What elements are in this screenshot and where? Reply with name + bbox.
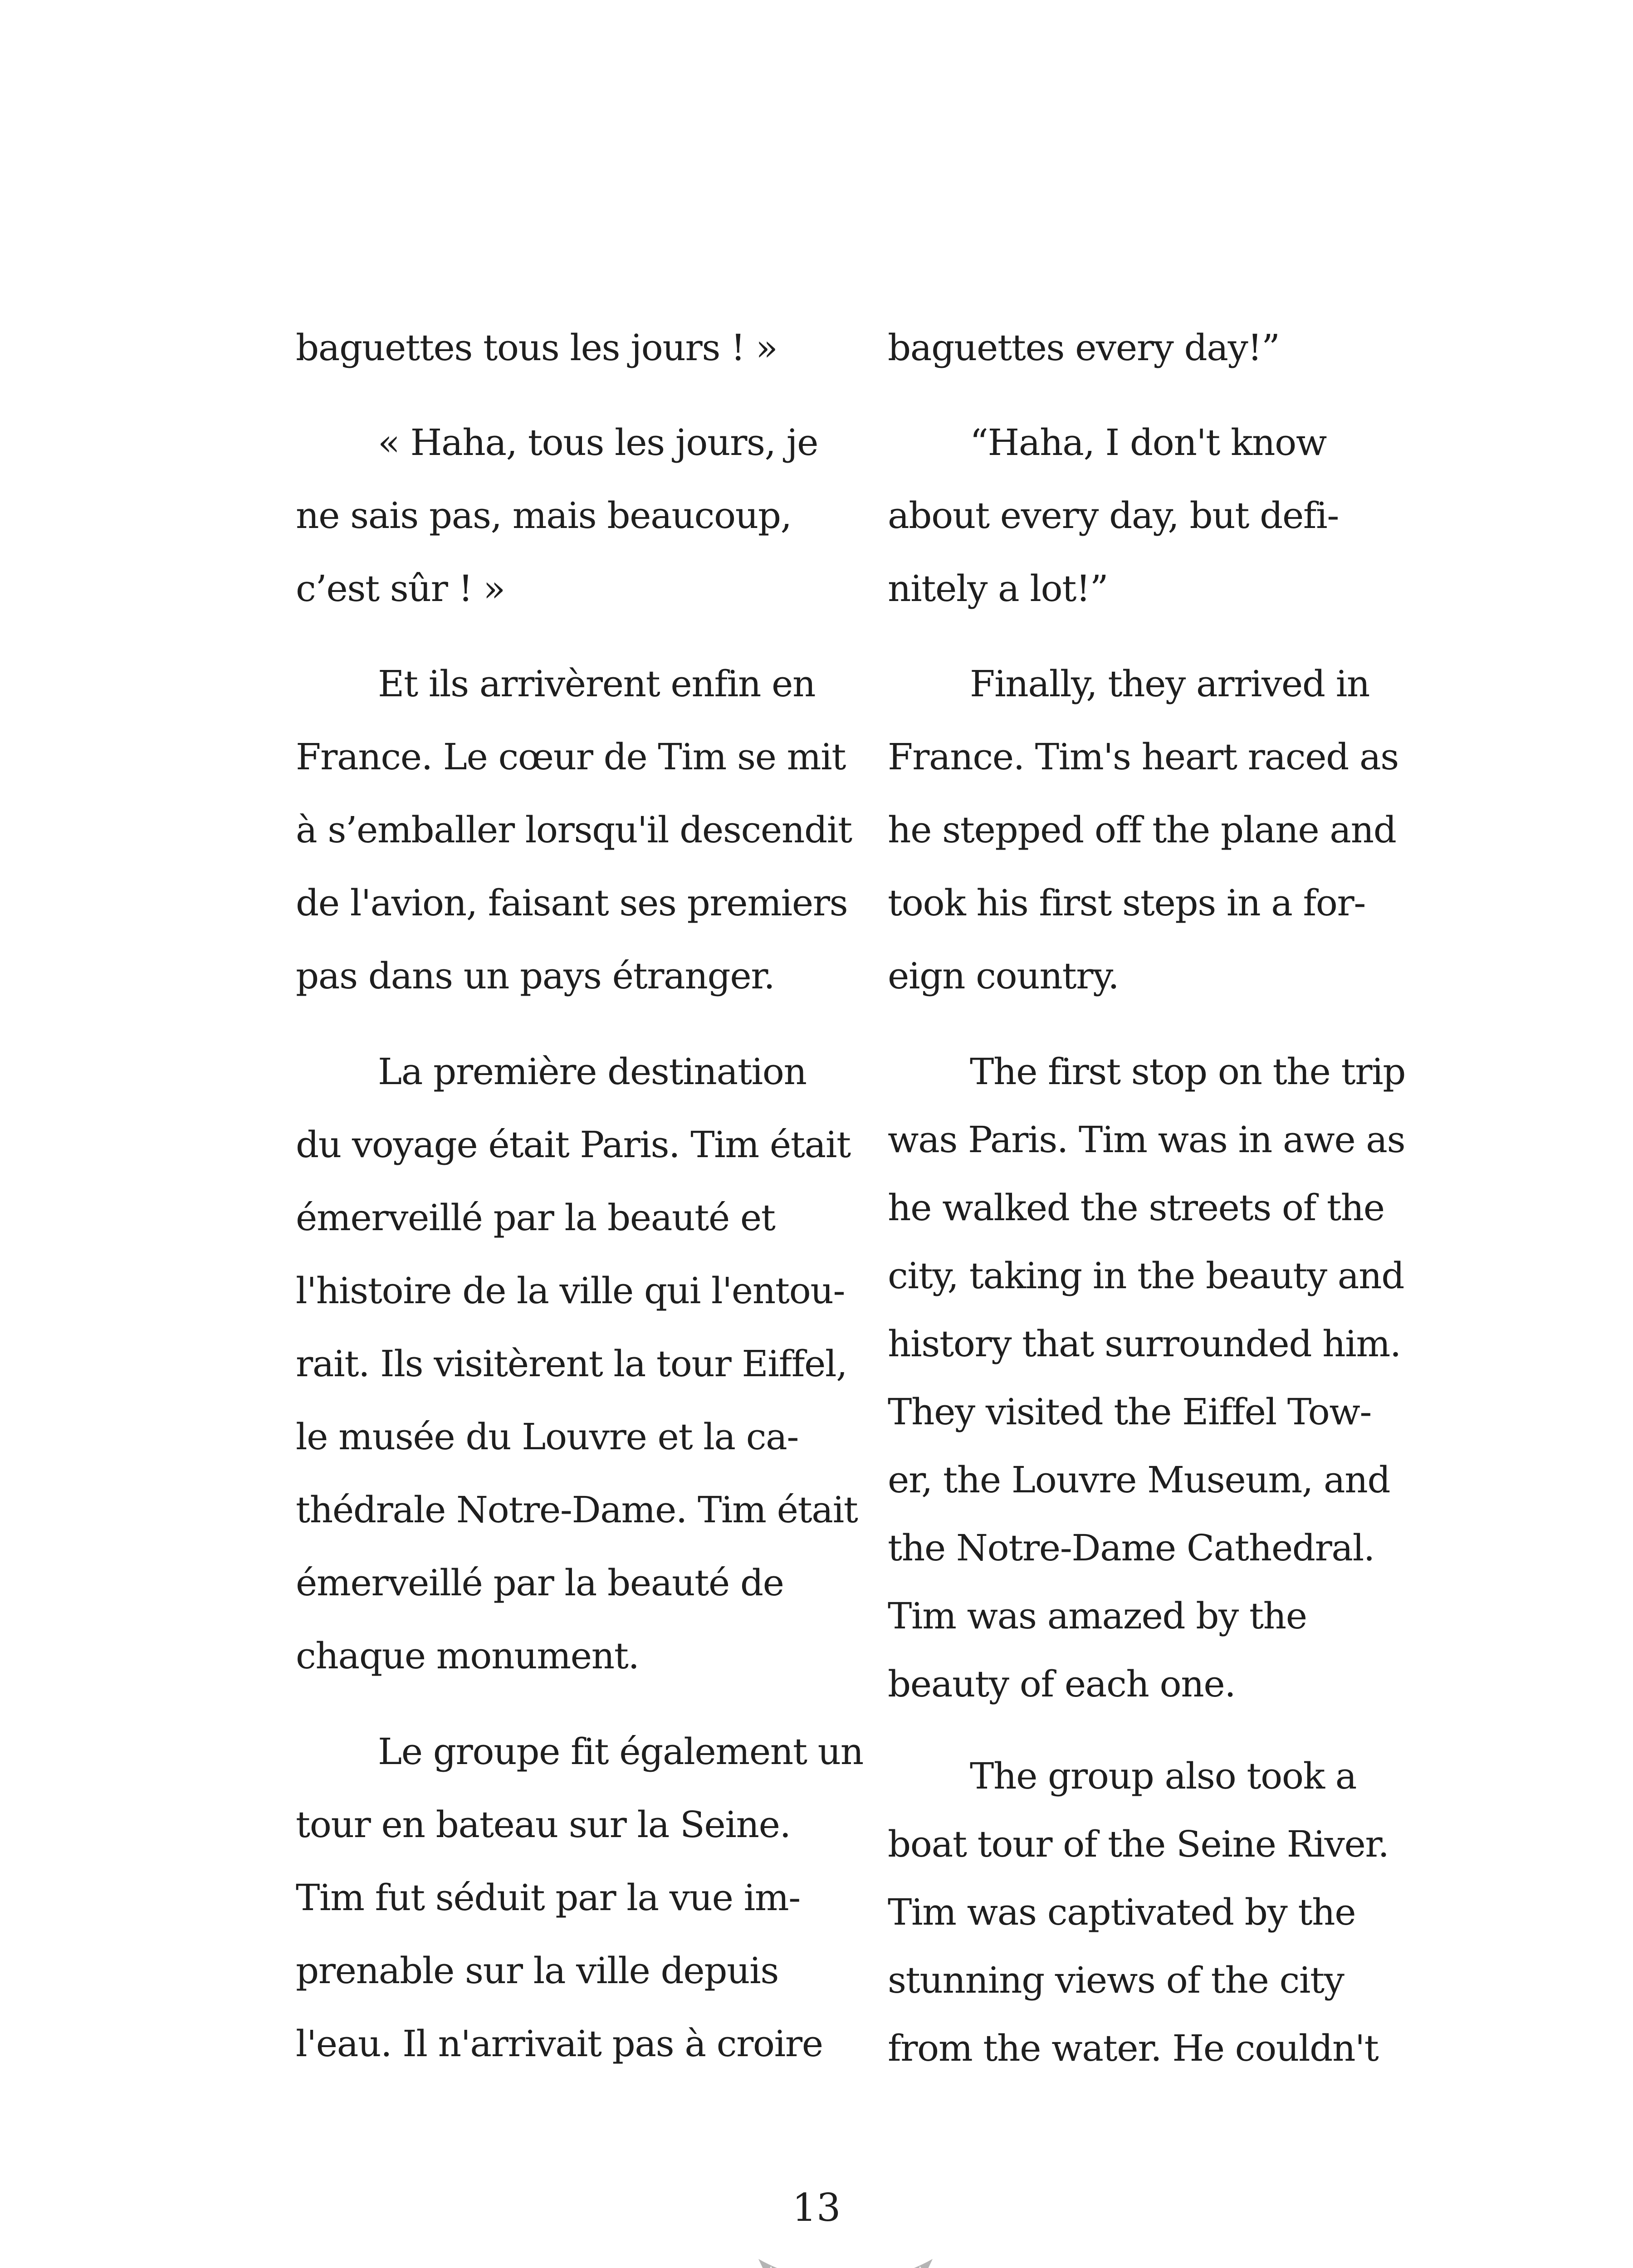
text-line: Finally, they arrived in <box>970 663 1370 705</box>
text-line: de l'avion, faisant ses premiers <box>296 882 848 924</box>
text-line: was Paris. Tim was in awe as <box>888 1119 1405 1161</box>
text-line: baguettes tous les jours ! » <box>296 327 777 369</box>
text-line: l'histoire de la ville qui l'entou- <box>296 1270 845 1312</box>
text-line: They visited the Eiffel Tow- <box>888 1391 1372 1433</box>
text-line: Tim fut séduit par la vue im- <box>296 1877 800 1919</box>
text-line: émerveillé par la beauté et <box>296 1197 775 1239</box>
text-line: The group also took a <box>970 1755 1357 1797</box>
text-line: pas dans un pays étranger. <box>296 955 775 997</box>
text-line: from the water. He couldn't <box>888 2027 1379 2069</box>
text-line: city, taking in the beauty and <box>888 1255 1404 1297</box>
text-line: l'eau. Il n'arrivait pas à croire <box>296 2023 823 2065</box>
text-line: eign country. <box>888 955 1119 997</box>
text-line: Le groupe fit également un <box>378 1730 863 1773</box>
text-line: took his first steps in a for- <box>888 882 1366 924</box>
text-line: The first stop on the trip <box>970 1051 1406 1093</box>
text-line: le musée du Louvre et la ca- <box>296 1416 799 1458</box>
text-line: France. Le cœur de Tim se mit <box>296 736 846 778</box>
text-line: à s’emballer lorsqu'il descendit <box>296 809 852 851</box>
text-line: about every day, but defi- <box>888 494 1339 537</box>
text-line: boat tour of the Seine River. <box>888 1823 1389 1865</box>
text-line: Tim was amazed by the <box>888 1595 1307 1637</box>
text-line: baguettes every day!” <box>888 327 1280 369</box>
text-line: chaque monument. <box>296 1635 639 1677</box>
text-line: prenable sur la ville depuis <box>296 1950 779 1992</box>
text-line: the Notre-Dame Cathedral. <box>888 1527 1374 1569</box>
bat-body-shape <box>758 2259 933 2268</box>
text-line: du voyage était Paris. Tim était <box>296 1124 851 1166</box>
page-number: 13 <box>792 2185 841 2230</box>
text-line: tour en bateau sur la Seine. <box>296 1804 791 1846</box>
text-line: rait. Ils visitèrent la tour Eiffel, <box>296 1343 847 1385</box>
text-line: history that surrounded him. <box>888 1323 1401 1365</box>
text-line: Et ils arrivèrent enfin en <box>378 663 816 705</box>
text-line: c’est sûr ! » <box>296 567 505 610</box>
text-line: “Haha, I don't know <box>970 421 1326 464</box>
text-line: beauty of each one. <box>888 1663 1236 1705</box>
text-line: thédrale Notre-Dame. Tim était <box>296 1489 858 1531</box>
text-line: émerveillé par la beauté de <box>296 1562 784 1604</box>
text-line: « Haha, tous les jours, je <box>378 421 818 464</box>
bat-icon <box>758 2251 933 2268</box>
text-line: er, the Louvre Museum, and <box>888 1459 1390 1501</box>
text-line: ne sais pas, mais beaucoup, <box>296 494 792 537</box>
text-line: stunning views of the city <box>888 1959 1344 2001</box>
text-line: France. Tim's heart raced as <box>888 736 1398 778</box>
text-line: La première destination <box>378 1051 807 1093</box>
text-line: nitely a lot!” <box>888 567 1108 610</box>
text-line: he walked the streets of the <box>888 1187 1384 1229</box>
text-line: Tim was captivated by the <box>888 1891 1356 1933</box>
text-line: he stepped off the plane and <box>888 809 1396 851</box>
